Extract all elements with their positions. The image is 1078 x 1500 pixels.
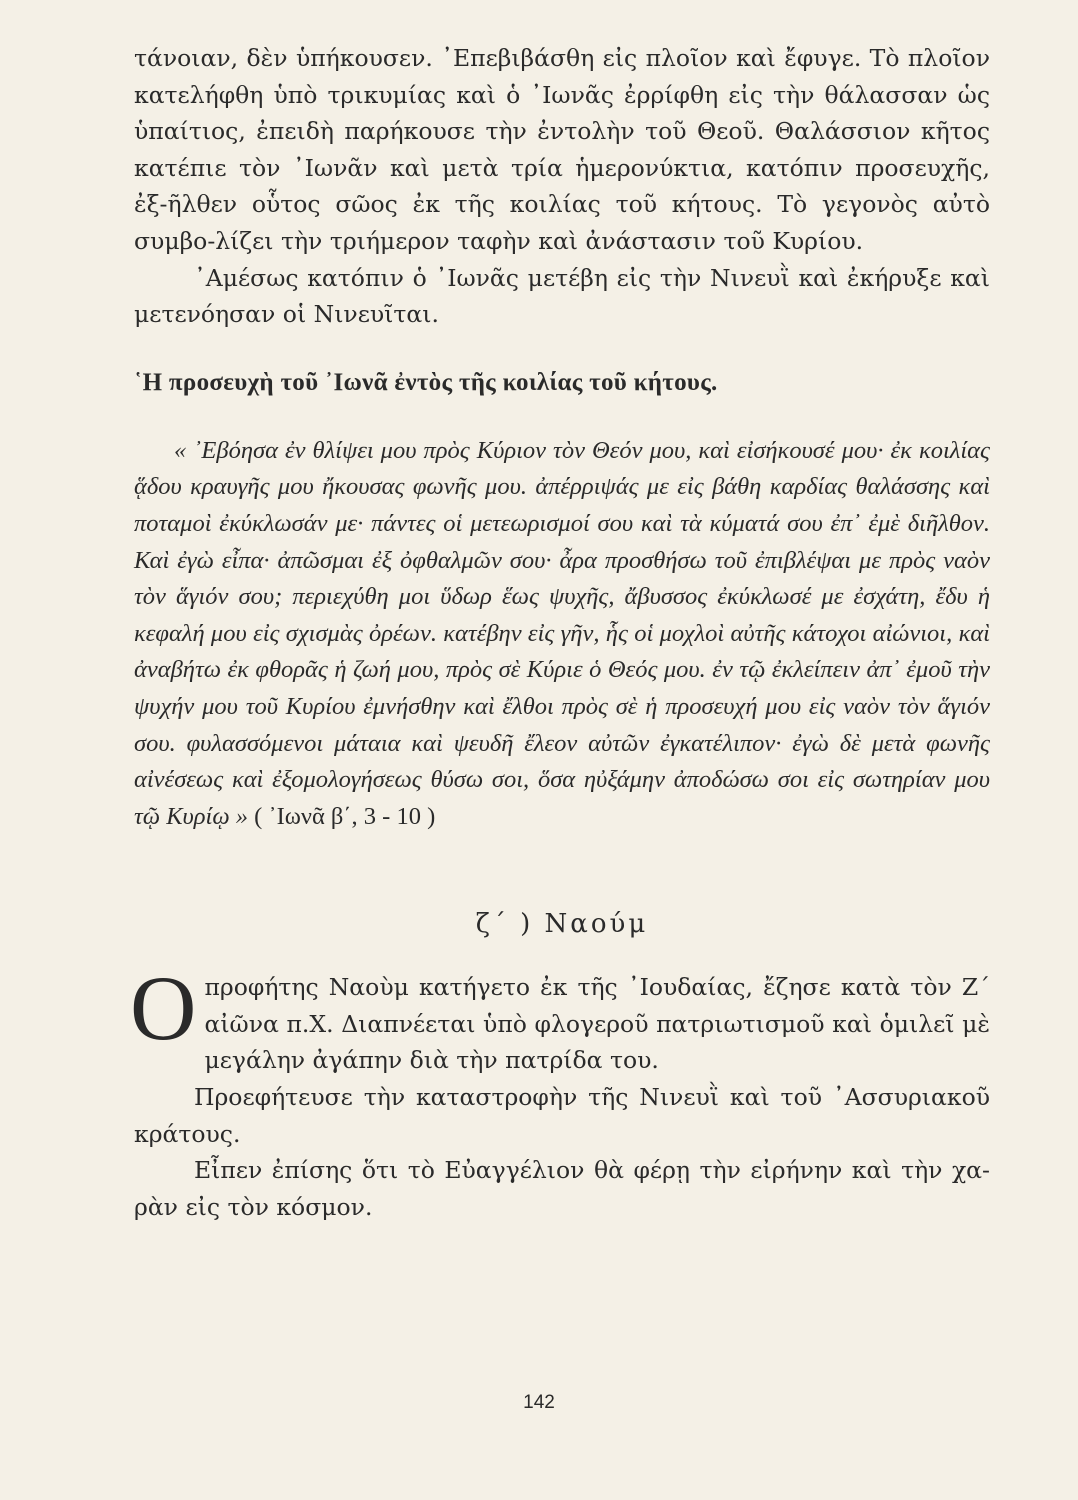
prayer-quote	[134, 433, 990, 836]
drop-cap-letter: Ο	[130, 957, 197, 1060]
section-title: ῾Η προσευχὴ τοῦ ᾿Ιωνᾶ ἐντὸς τῆς κοιλίας τοῦ κήτους.	[134, 368, 718, 396]
nineveh-repentance-paragraph: ᾿Αμέσως κατόπιν ὁ ᾿Ιωνᾶς μετέβη εἰς τὴν Νινευῒ καὶ ἐκήρυξε καὶ μετενόησαν οἱ Νινευῖται.	[134, 263, 990, 329]
jonah-story-paragraph: τάνοιαν, δὲν ὑπήκουσεν. ᾿Επεβιβάσθη εἰς πλοῖον καὶ ἔφυγε. Τὸ πλοῖον κατελήφθη ὑπὸ τρικυμίας καὶ ὁ ᾿Ιωνᾶς ἐρρίφθη εἰς τὴν θάλασσαν ὡς ὑπαίτιος, ἐπειδὴ παρήκουσε τὴν ἐντολὴν τοῦ Θεοῦ. Θαλάσσιον κῆτος κατέπιε τὸν ᾿Ιωνᾶν καὶ μετὰ τρία ἡμερονύκτια, κατόπιν προσευχῆς, ἐξ-ῆλθεν οὗτος σῶος ἐκ τῆς κοιλίας τοῦ κήτους. Τὸ γεγονὸς αὐτὸ συμβο-λίζει τὴν τριήμερον ταφὴν καὶ ἀνάστασιν τοῦ Κυρίου.	[134, 44, 990, 255]
naoum-paragraph: προφήτης Ναοὺμ κατήγετο ἐκ τῆς ᾿Ιουδαίας, ἔζησε κατὰ τὸν Ζ΄ αἰῶνα π.Χ. Διαπνέεται ὑπὸ φλογεροῦ πατριωτισμοῦ καὶ ὁμιλεῖ μὲ μεγάλην ἀγάπην διὰ τὴν πατρίδα του.	[204, 973, 990, 1075]
gospel-paragraph: Εἶπεν ἐπίσης ὅτι τὸ Εὐαγγέλιον θὰ φέρῃ τὴν εἰρήνην καὶ τὴν χα-ρὰν εἰς τὸν κόσμον.	[134, 1156, 990, 1221]
chapter-heading: ζ΄ ) Ναούμ	[475, 909, 649, 940]
page-number: 142	[523, 1392, 555, 1413]
naoum-intro	[130, 957, 990, 1079]
prayer-reference: ( ᾿Ιωνᾶ β΄, 3 - 10 )	[254, 802, 436, 830]
prophecy-paragraph: Προεφήτευσε τὴν καταστροφὴν τῆς Νινευῒ καὶ τοῦ ᾿Ασσυριακοῦ κράτους.	[134, 1083, 990, 1148]
prayer-quote-text: « ᾿Εβόησα ἐν θλίψει μου πρὸς Κύριον τὸν Θεόν μου, καὶ εἰσήκουσέ μου· ἐκ κοιλίας ᾅδου κραυγῆς μου ἤκουσας φωνῆς μου. ἀπέρριψάς με εἰς βάθη καρδίας θαλάσσης καὶ ποταμοὶ ἐκύκλωσάν με· πάντες οἱ μετεωρισμοί σου καὶ τὰ κύματά σου ἐπ᾿ ἐμὲ διῆλθον. Καὶ ἐγὼ εἶπα· ἀπῶσμαι ἐξ ὀφθαλμῶν σου· ἆρα προσθήσω τοῦ ἐπιβλέψαι με πρὸς ναὸν τὸν ἅγιόν σου; περιεχύθη μοι ὕδωρ ἕως ψυχῆς, ἄβυσσος ἐκύκλωσέ με ἐσχάτη, ἔδυ ἡ κεφαλή μου εἰς σχισμὰς ὀρέων. κατέβην εἰς γῆν, ἧς οἱ μοχλοὶ αὐτῆς κάτοχοι αἰώνιοι, καὶ ἀναβήτω ἐκ φθορᾶς ἡ ζωή μου, πρὸς σὲ Κύριε ὁ Θεός μου. ἐν τῷ ἐκλείπειν ἀπ᾿ ἐμοῦ τὴν ψυχήν μου τοῦ Κυρίου ἐμνήσθην καὶ ἔλθοι πρὸς σὲ ἡ προσευχή μου εἰς ναὸν τὸν ἅγιόν σου. φυλασσόμενοι μάταια καὶ ψευδῆ ἔλεον αὐτῶν ἐγκατέλιπον· ἐγὼ δὲ μετὰ φωνῆς αἰνέσεως καὶ ἐξομολογήσεως θύσω σοι, ὅσα ηὐξάμην ἀποδώσω σοι εἰς σωτηρίαν μου τῷ Κυρίῳ »	[134, 436, 990, 830]
